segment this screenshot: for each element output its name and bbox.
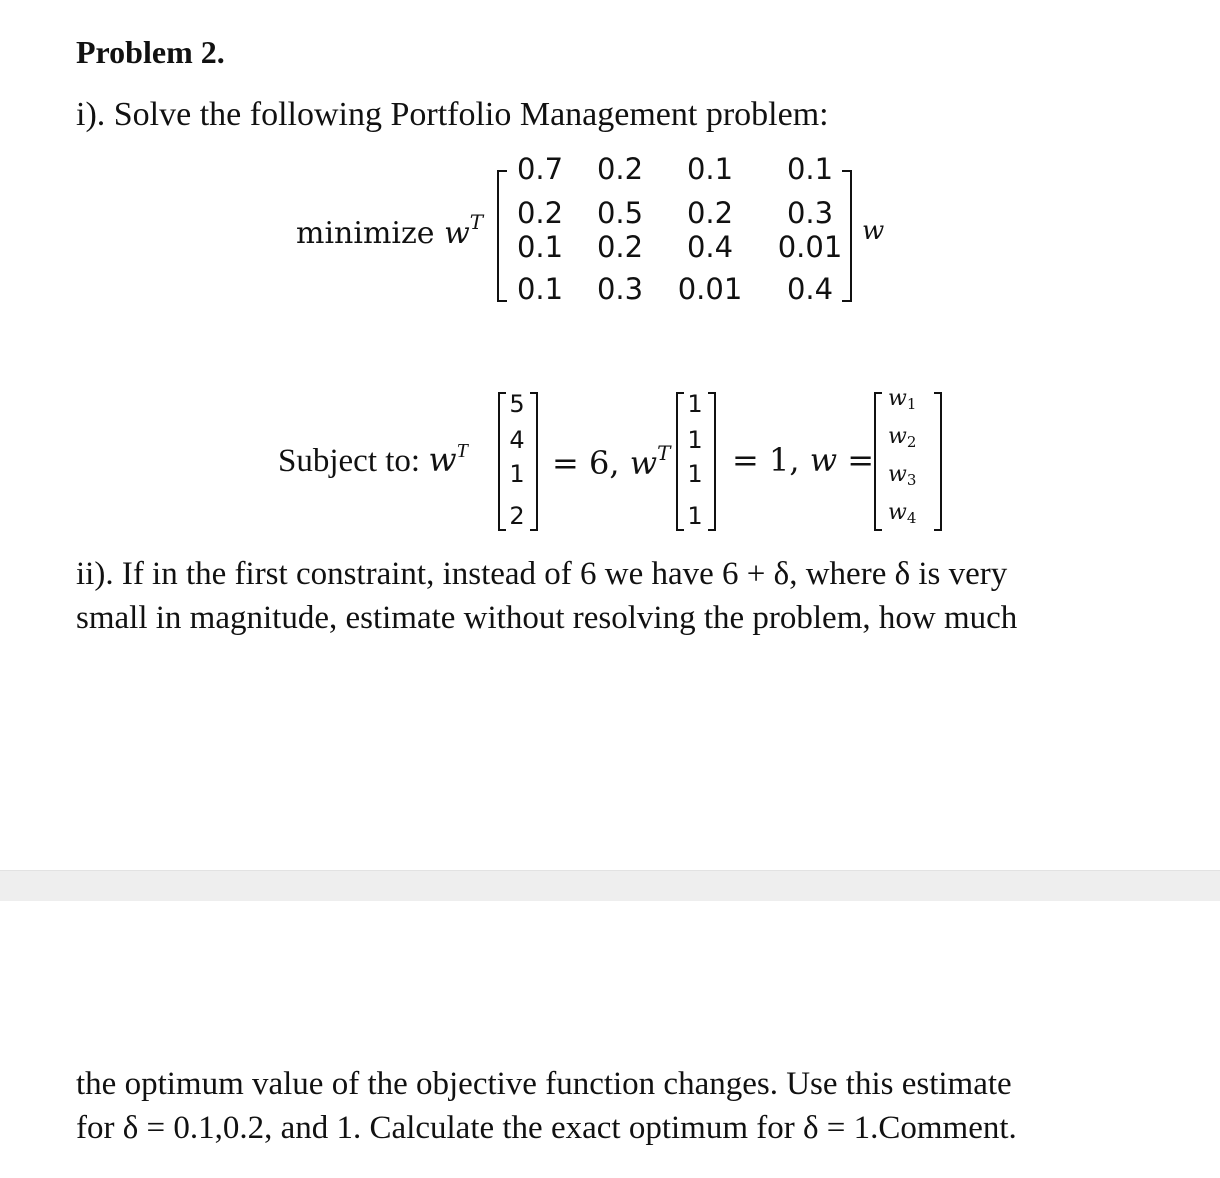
eq1-transpose: T bbox=[657, 441, 671, 465]
matrix-cell: 0.2 bbox=[596, 152, 644, 186]
matrix-cell: 0.01 bbox=[777, 230, 843, 264]
vector2-entry: 1 bbox=[687, 426, 703, 454]
vector2-entry: 1 bbox=[687, 460, 703, 488]
vector1-entry: 5 bbox=[509, 390, 525, 418]
vector2-entry: 1 bbox=[687, 390, 703, 418]
eq1-text: = 6, bbox=[552, 444, 630, 482]
vector1-entry: 4 bbox=[509, 426, 525, 454]
matrix-cell: 0.7 bbox=[516, 152, 564, 186]
eq2-text: = 1, bbox=[732, 441, 810, 479]
page-break-divider bbox=[0, 870, 1220, 901]
part1-intro: i). Solve the following Portfolio Management problem: bbox=[76, 96, 829, 133]
vector1-right-bracket bbox=[530, 392, 538, 531]
eq1-var: w bbox=[629, 444, 658, 482]
eq3-text: = bbox=[837, 441, 875, 479]
matrix-cell: 0.1 bbox=[786, 152, 834, 186]
matrix-cell: 0.4 bbox=[786, 272, 834, 306]
objective-transpose: T bbox=[469, 210, 484, 234]
equals-one bbox=[732, 441, 874, 479]
objective-label-text: minimize bbox=[296, 216, 435, 251]
matrix-cell: 0.4 bbox=[686, 230, 734, 264]
part2-line2: small in magnitude, estimate without resolving the problem, how much bbox=[76, 600, 1018, 636]
vector2-right-bracket bbox=[708, 392, 716, 531]
w-vector-entry: w4 bbox=[888, 500, 917, 527]
vector1-entry: 2 bbox=[509, 502, 525, 530]
matrix-cell: 0.3 bbox=[786, 196, 834, 230]
part2-line1: ii). If in the first constraint, instead of 6 we have 6 + δ, where δ is very bbox=[76, 556, 1008, 592]
matrix-left-bracket bbox=[497, 170, 507, 302]
wvector-left-bracket bbox=[874, 392, 882, 531]
matrix-cell: 0.3 bbox=[596, 272, 644, 306]
vector2-entry: 1 bbox=[687, 502, 703, 530]
matrix-cell: 0.01 bbox=[677, 272, 743, 306]
matrix-cell: 0.2 bbox=[596, 230, 644, 264]
constraints-var: w bbox=[428, 440, 457, 479]
w-vector-entry: w2 bbox=[888, 424, 917, 451]
constraints-transpose: T bbox=[456, 440, 468, 462]
problem-title: Problem 2. bbox=[76, 34, 225, 70]
matrix-cell: 0.2 bbox=[686, 196, 734, 230]
matrix-cell: 0.1 bbox=[686, 152, 734, 186]
objective-label bbox=[296, 210, 483, 251]
objective-trailing-var: w bbox=[862, 216, 885, 246]
part2-line4: for δ = 0.1,0.2, and 1. Calculate the exact optimum for δ = 1.Comment. bbox=[76, 1110, 1017, 1146]
eq2-var: w bbox=[809, 441, 838, 479]
constraints-line bbox=[278, 440, 468, 480]
matrix-cell: 0.2 bbox=[516, 196, 564, 230]
matrix-cell: 0.1 bbox=[516, 230, 564, 264]
objective-var: w bbox=[444, 216, 470, 251]
vector1-entry: 1 bbox=[509, 460, 525, 488]
part2-line3: the optimum value of the objective function changes. Use this estimate bbox=[76, 1066, 1012, 1102]
equals-six bbox=[552, 441, 670, 482]
w-vector-entry: w3 bbox=[888, 462, 917, 489]
w-vector-entry: w1 bbox=[888, 386, 917, 413]
wvector-right-bracket bbox=[934, 392, 942, 531]
matrix-cell: 0.5 bbox=[596, 196, 644, 230]
matrix-cell: 0.1 bbox=[516, 272, 564, 306]
constraints-label: Subject to: bbox=[278, 443, 421, 479]
